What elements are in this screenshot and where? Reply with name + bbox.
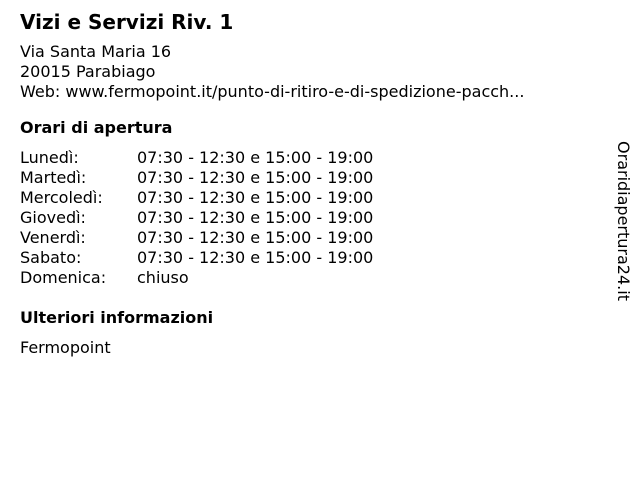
- hours-day: Venerdì:: [20, 228, 86, 247]
- further-info-text: Fermopoint: [20, 338, 111, 357]
- hours-time: 07:30 - 12:30 e 15:00 - 19:00: [137, 248, 374, 267]
- hours-time: 07:30 - 12:30 e 15:00 - 19:00: [137, 208, 374, 227]
- further-info-title: Ulteriori informazioni: [20, 308, 214, 327]
- hours-row: [20, 148, 600, 168]
- opening-hours-title: Orari di apertura: [20, 118, 173, 137]
- hours-row: [20, 208, 600, 228]
- hours-day: Martedì:: [20, 168, 87, 187]
- hours-row: [20, 168, 600, 188]
- hours-day: Lunedì:: [20, 148, 79, 167]
- site-watermark: [612, 133, 634, 309]
- hours-time: 07:30 - 12:30 e 15:00 - 19:00: [137, 188, 374, 207]
- store-card: [20, 8, 600, 358]
- hours-row: [20, 188, 600, 208]
- hours-time: 07:30 - 12:30 e 15:00 - 19:00: [137, 148, 374, 167]
- hours-row: [20, 248, 600, 268]
- store-web: Web: www.fermopoint.it/punto-di-ritiro-e-di-spedizione-pacch...: [20, 82, 525, 101]
- hours-time: 07:30 - 12:30 e 15:00 - 19:00: [137, 228, 374, 247]
- store-city: 20015 Parabiago: [20, 62, 156, 81]
- opening-hours-list: [20, 148, 600, 288]
- hours-day: Domenica:: [20, 268, 107, 287]
- hours-day: Sabato:: [20, 248, 82, 267]
- hours-time: 07:30 - 12:30 e 15:00 - 19:00: [137, 168, 374, 187]
- hours-time: chiuso: [137, 268, 189, 287]
- site-watermark-text: Oraridiapertura24.it: [614, 141, 634, 301]
- hours-row: [20, 268, 600, 288]
- store-address: Via Santa Maria 16: [20, 42, 172, 61]
- store-name: Vizi e Servizi Riv. 1: [20, 10, 234, 34]
- hours-day: Mercoledì:: [20, 188, 103, 207]
- hours-row: [20, 228, 600, 248]
- hours-day: Giovedì:: [20, 208, 86, 227]
